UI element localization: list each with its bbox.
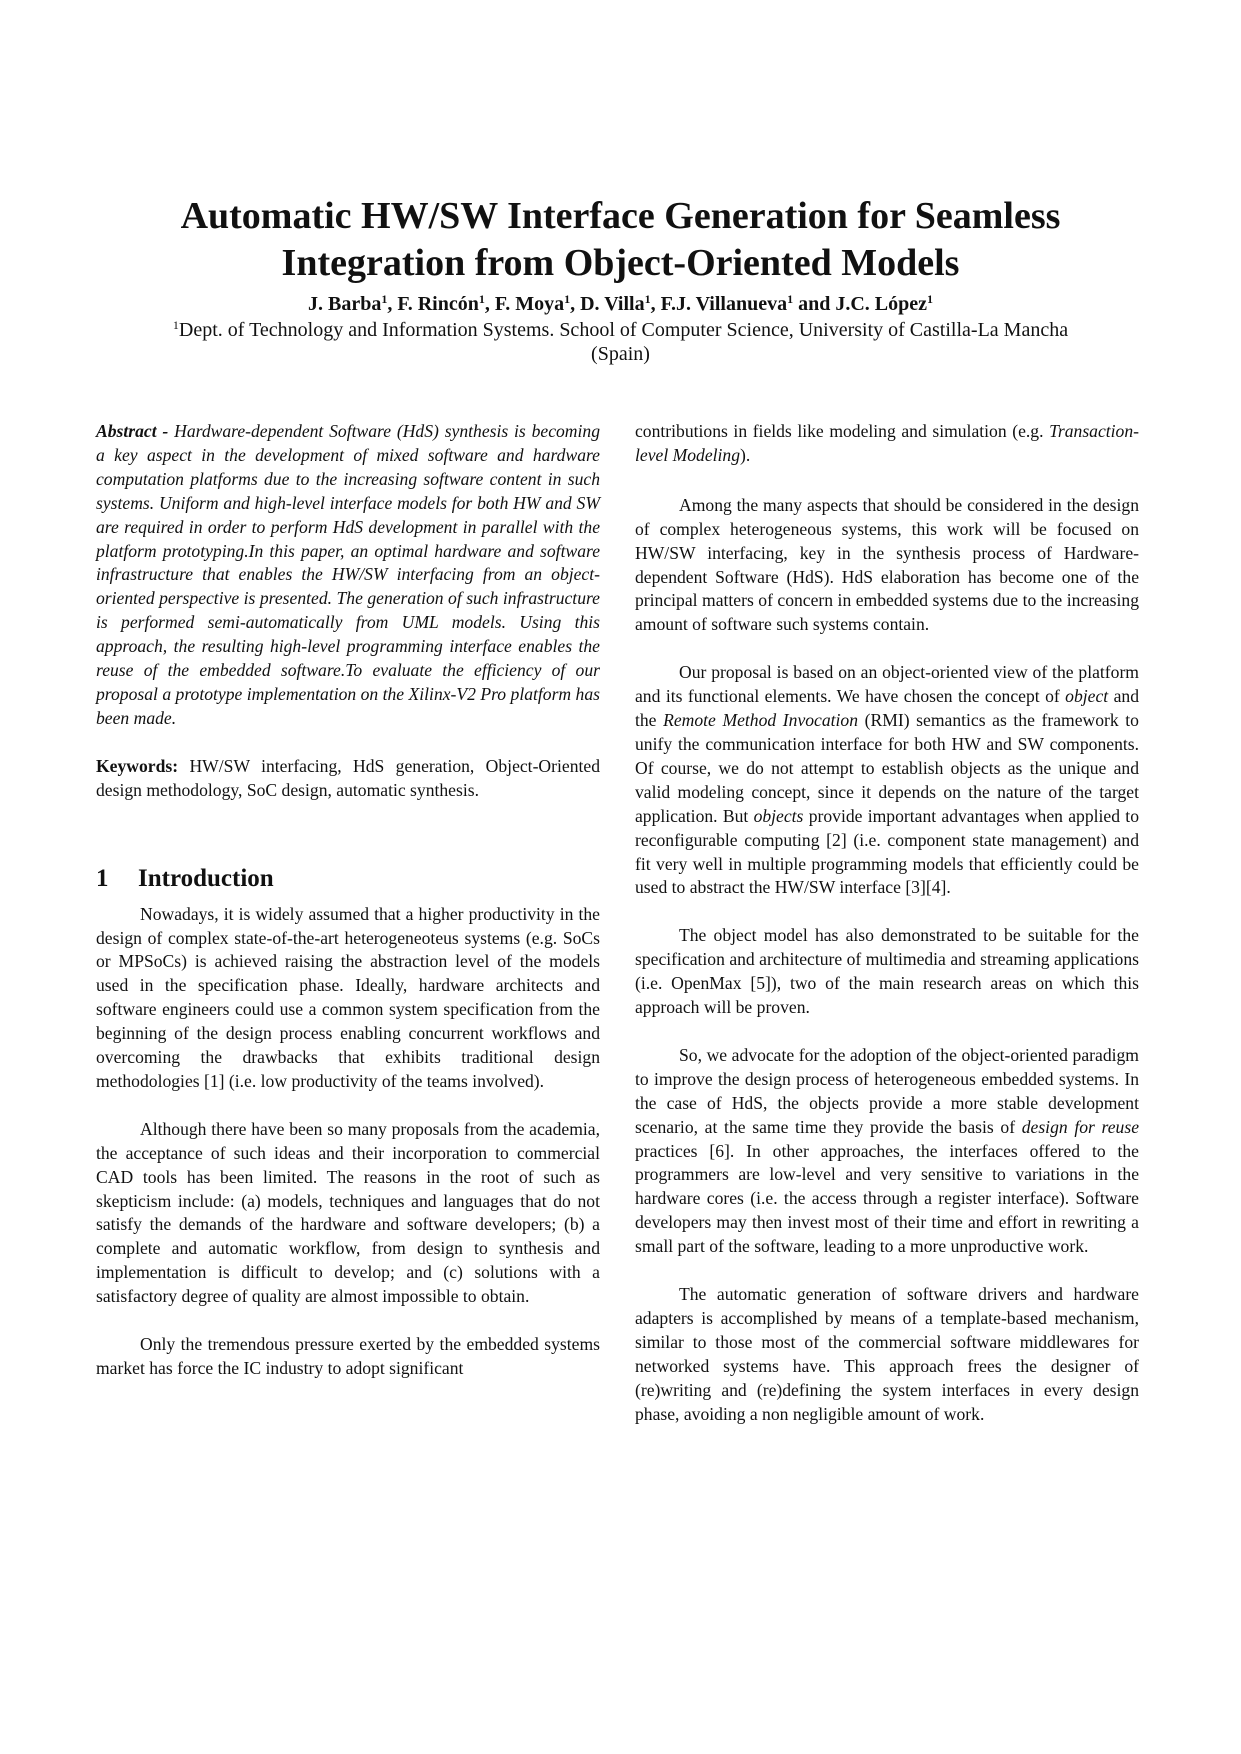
- section-heading-introduction: [96, 864, 600, 894]
- author-affil-mark: 1: [927, 292, 933, 306]
- emphasis: object: [1065, 686, 1109, 707]
- text-run: and the: [635, 686, 1139, 731]
- paper-title: [90, 193, 1151, 287]
- author-list: [90, 292, 1151, 316]
- right-column: [635, 420, 1139, 1451]
- author-separator: and: [793, 293, 836, 315]
- keywords: [96, 755, 600, 803]
- body-paragraph: Among the many aspects that should be considered in the design of complex heterogeneous systems, this work will be focused on HW/SW interfacing, key in the synthesis process of Hardware-dependent Software (HdS). HdS elaboration has become one of the principal matters of concern in embedded systems due to the increasing amount of software such systems contain.: [635, 494, 1139, 635]
- body-paragraph: Although there have been so many proposals from the academia, the acceptance of such ideas and their incorporation to commercial CAD tools has been limited. The reasons in the root of such as skepticism include: (a) models, techniques and languages that do not satisfy the demands of the hardware and software developers; (b) a complete and automatic workflow, from design to synthesis and implementation is difficult to develop; and (c) solutions with a satisfactory degree of quality are almost impossible to obtain.: [96, 1118, 600, 1307]
- text-run: Our proposal is based on an object-oriented view of the platform and its functional elements. We have chosen the concept of: [635, 662, 1139, 707]
- title-line-1: Automatic HW/SW Interface Generation for Seamless: [180, 195, 1061, 237]
- left-column: [96, 420, 600, 1405]
- section-title: Introduction: [138, 864, 274, 892]
- abstract-label: Abstract -: [96, 421, 169, 441]
- body-paragraph: [635, 420, 1139, 468]
- body-paragraph: Only the tremendous pressure exerted by the embedded systems market has force the IC industry to adopt significant: [96, 1334, 600, 1378]
- author-separator: ,: [650, 293, 661, 315]
- author-name: F.J. Villanueva: [660, 293, 788, 315]
- author-separator: ,: [570, 293, 581, 315]
- text-run: practices [6]. In other approaches, the interfaces offered to the programmers are low-level and very sensitive to variations in the hardware cores (i.e. the access through a register interface). Software developers may then invest most of their time and effort in rewriting a small part of the software, leading to a more unproductive work.: [635, 1140, 1139, 1257]
- author-separator: ,: [484, 293, 495, 315]
- author-name: D. Villa: [580, 293, 645, 315]
- author-name: J. Barba: [307, 293, 382, 315]
- author-name: F. Moya: [494, 293, 565, 315]
- title-line-2: Integration from Object-Oriented Models: [281, 242, 960, 284]
- affiliation-mark: 1: [172, 318, 179, 332]
- text-run: ).: [740, 444, 751, 465]
- keywords-label: Keywords:: [96, 755, 179, 776]
- body-paragraph: Nowadays, it is widely assumed that a higher productivity in the design of complex state-of-the-art heterogeneoteus systems (e.g. SoCs or MPSoCs) is achieved raising the abstraction level of the models used in the specification phase. Ideally, hardware architects and software engineers could use a common system specification from the beginning of the design process enabling concurrent workflows and overcoming the drawbacks that exhibits traditional design methodologies [1] (i.e. low productivity of the teams involved).: [96, 903, 600, 1091]
- author-affil-mark: 1: [787, 292, 794, 306]
- text-run: (RMI) semantics as the framework to unify the communication interface for both HW and SW components. Of course, we do not attempt to establish objects as the unique and valid modeling concept, since it depends on the nature of the target application. But: [635, 710, 1139, 826]
- body-paragraph: The automatic generation of software drivers and hardware adapters is accomplished by means of a template-based mechanism, similar to those most of the commercial software middlewares for networked systems have. This approach frees the designer of (re)writing and (re)defining the system interfaces in every design phase, avoiding a non negligible amount of work.: [635, 1284, 1139, 1424]
- emphasis: Remote Method Invocation: [663, 710, 859, 731]
- author-name: F. Rincón: [397, 293, 479, 315]
- text-run: contributions in fields like modeling and simulation (e.g.: [635, 421, 1050, 441]
- affiliation-text: Dept. of Technology and Information Systems. School of Computer Science, University of Castilla-La Mancha (Spain): [178, 319, 1069, 365]
- emphasis: Transaction-level Modeling: [635, 421, 1139, 465]
- keywords-text: HW/SW interfacing, HdS generation, Object-Oriented design methodology, SoC design, automatic synthesis.: [96, 755, 600, 800]
- author-affil-mark: 1: [381, 292, 388, 306]
- author-affil-mark: 1: [564, 292, 571, 306]
- body-paragraph: [635, 1044, 1139, 1259]
- affiliation: [150, 318, 1091, 366]
- text-run: So, we advocate for the adoption of the object-oriented paradigm to improve the design process of heterogeneous embedded systems. In the case of HdS, the objects provide a more stable development scenario, at the same time they provide the basis of: [635, 1044, 1139, 1137]
- body-paragraph: [635, 661, 1139, 900]
- abstract: [96, 420, 600, 731]
- text-run: provide important advantages when applied to reconfigurable computing [2] (i.e. component state management) and fit very well in multiple programming models that efficiently could be used to abstract the HW/SW interface [3][4].: [635, 805, 1139, 898]
- abstract-text: Hardware-dependent Software (HdS) synthesis is becoming a key aspect in the development of mixed software and hardware computation platforms due to the increasing software content in such systems. Uniform and high-level interface models for both HW and SW are required in order to perform HdS development in parallel with the platform prototyping.In this paper, an optimal hardware and software infrastructure that enables the HW/SW interfacing from an object-oriented perspective is presented. The generation of such infrastructure is performed semi-automatically from UML models. Using this approach, the resulting high-level programming interface enables the reuse of the embedded software.To evaluate the efficiency of our proposal a prototype implementation on the Xilinx-V2 Pro platform has been made.: [96, 421, 600, 728]
- body-paragraph: The object model has also demonstrated to be suitable for the specification and architecture of multimedia and streaming applications (i.e. OpenMax [5]), two of the main research areas on which this approach will be proven.: [635, 925, 1139, 1018]
- author-separator: ,: [387, 293, 398, 315]
- author-affil-mark: 1: [478, 292, 485, 306]
- emphasis: objects: [753, 805, 804, 826]
- author-affil-mark: 1: [644, 292, 651, 306]
- emphasis: design for reuse: [1021, 1116, 1140, 1137]
- author-name: J.C. López: [835, 293, 927, 315]
- section-number: 1: [96, 864, 109, 892]
